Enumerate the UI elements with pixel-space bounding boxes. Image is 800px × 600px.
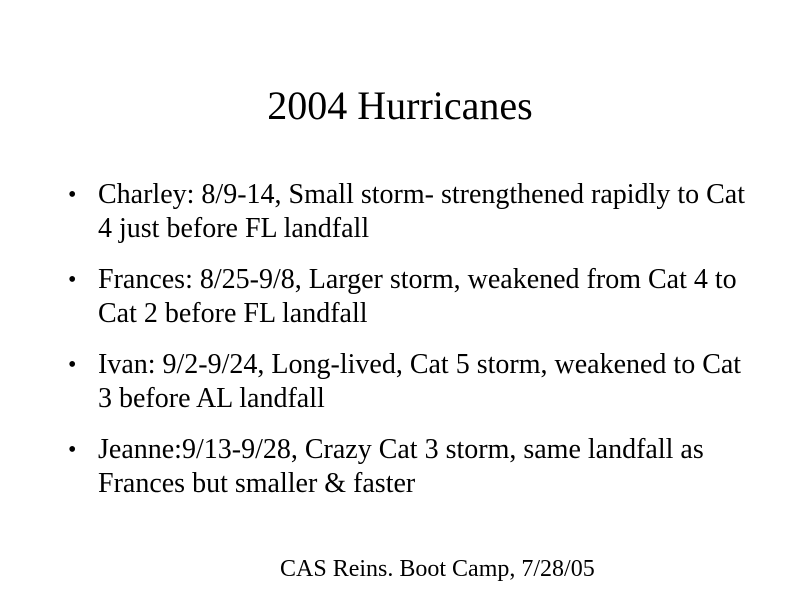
bullet-text: Charley: 8/9-14, Small storm- strengthened rapidly to Cat 4 just before FL landfall (98, 179, 745, 244)
bullet-text: Jeanne:9/13-9/28, Crazy Cat 3 storm, same landfall as Frances but smaller & faster (98, 434, 704, 499)
bullet-text: Frances: 8/25-9/8, Larger storm, weakened from Cat 4 to Cat 2 before FL landfall (98, 264, 737, 329)
bullet-item-jeanne (68, 433, 748, 501)
bullet-item-frances (68, 263, 748, 331)
bullet-list (68, 178, 748, 518)
bullet-item-ivan (68, 348, 748, 416)
bullet-icon: • (68, 352, 77, 378)
bullet-icon: • (68, 182, 77, 208)
bullet-icon: • (68, 437, 77, 463)
bullet-text: Ivan: 9/2-9/24, Long-lived, Cat 5 storm, weakened to Cat 3 before AL landfall (98, 349, 742, 414)
bullet-icon: • (68, 267, 77, 293)
slide-title: 2004 Hurricanes (267, 83, 533, 128)
slide-footer: CAS Reins. Boot Camp, 7/28/05 (280, 556, 595, 582)
bullet-item-charley (68, 178, 748, 246)
